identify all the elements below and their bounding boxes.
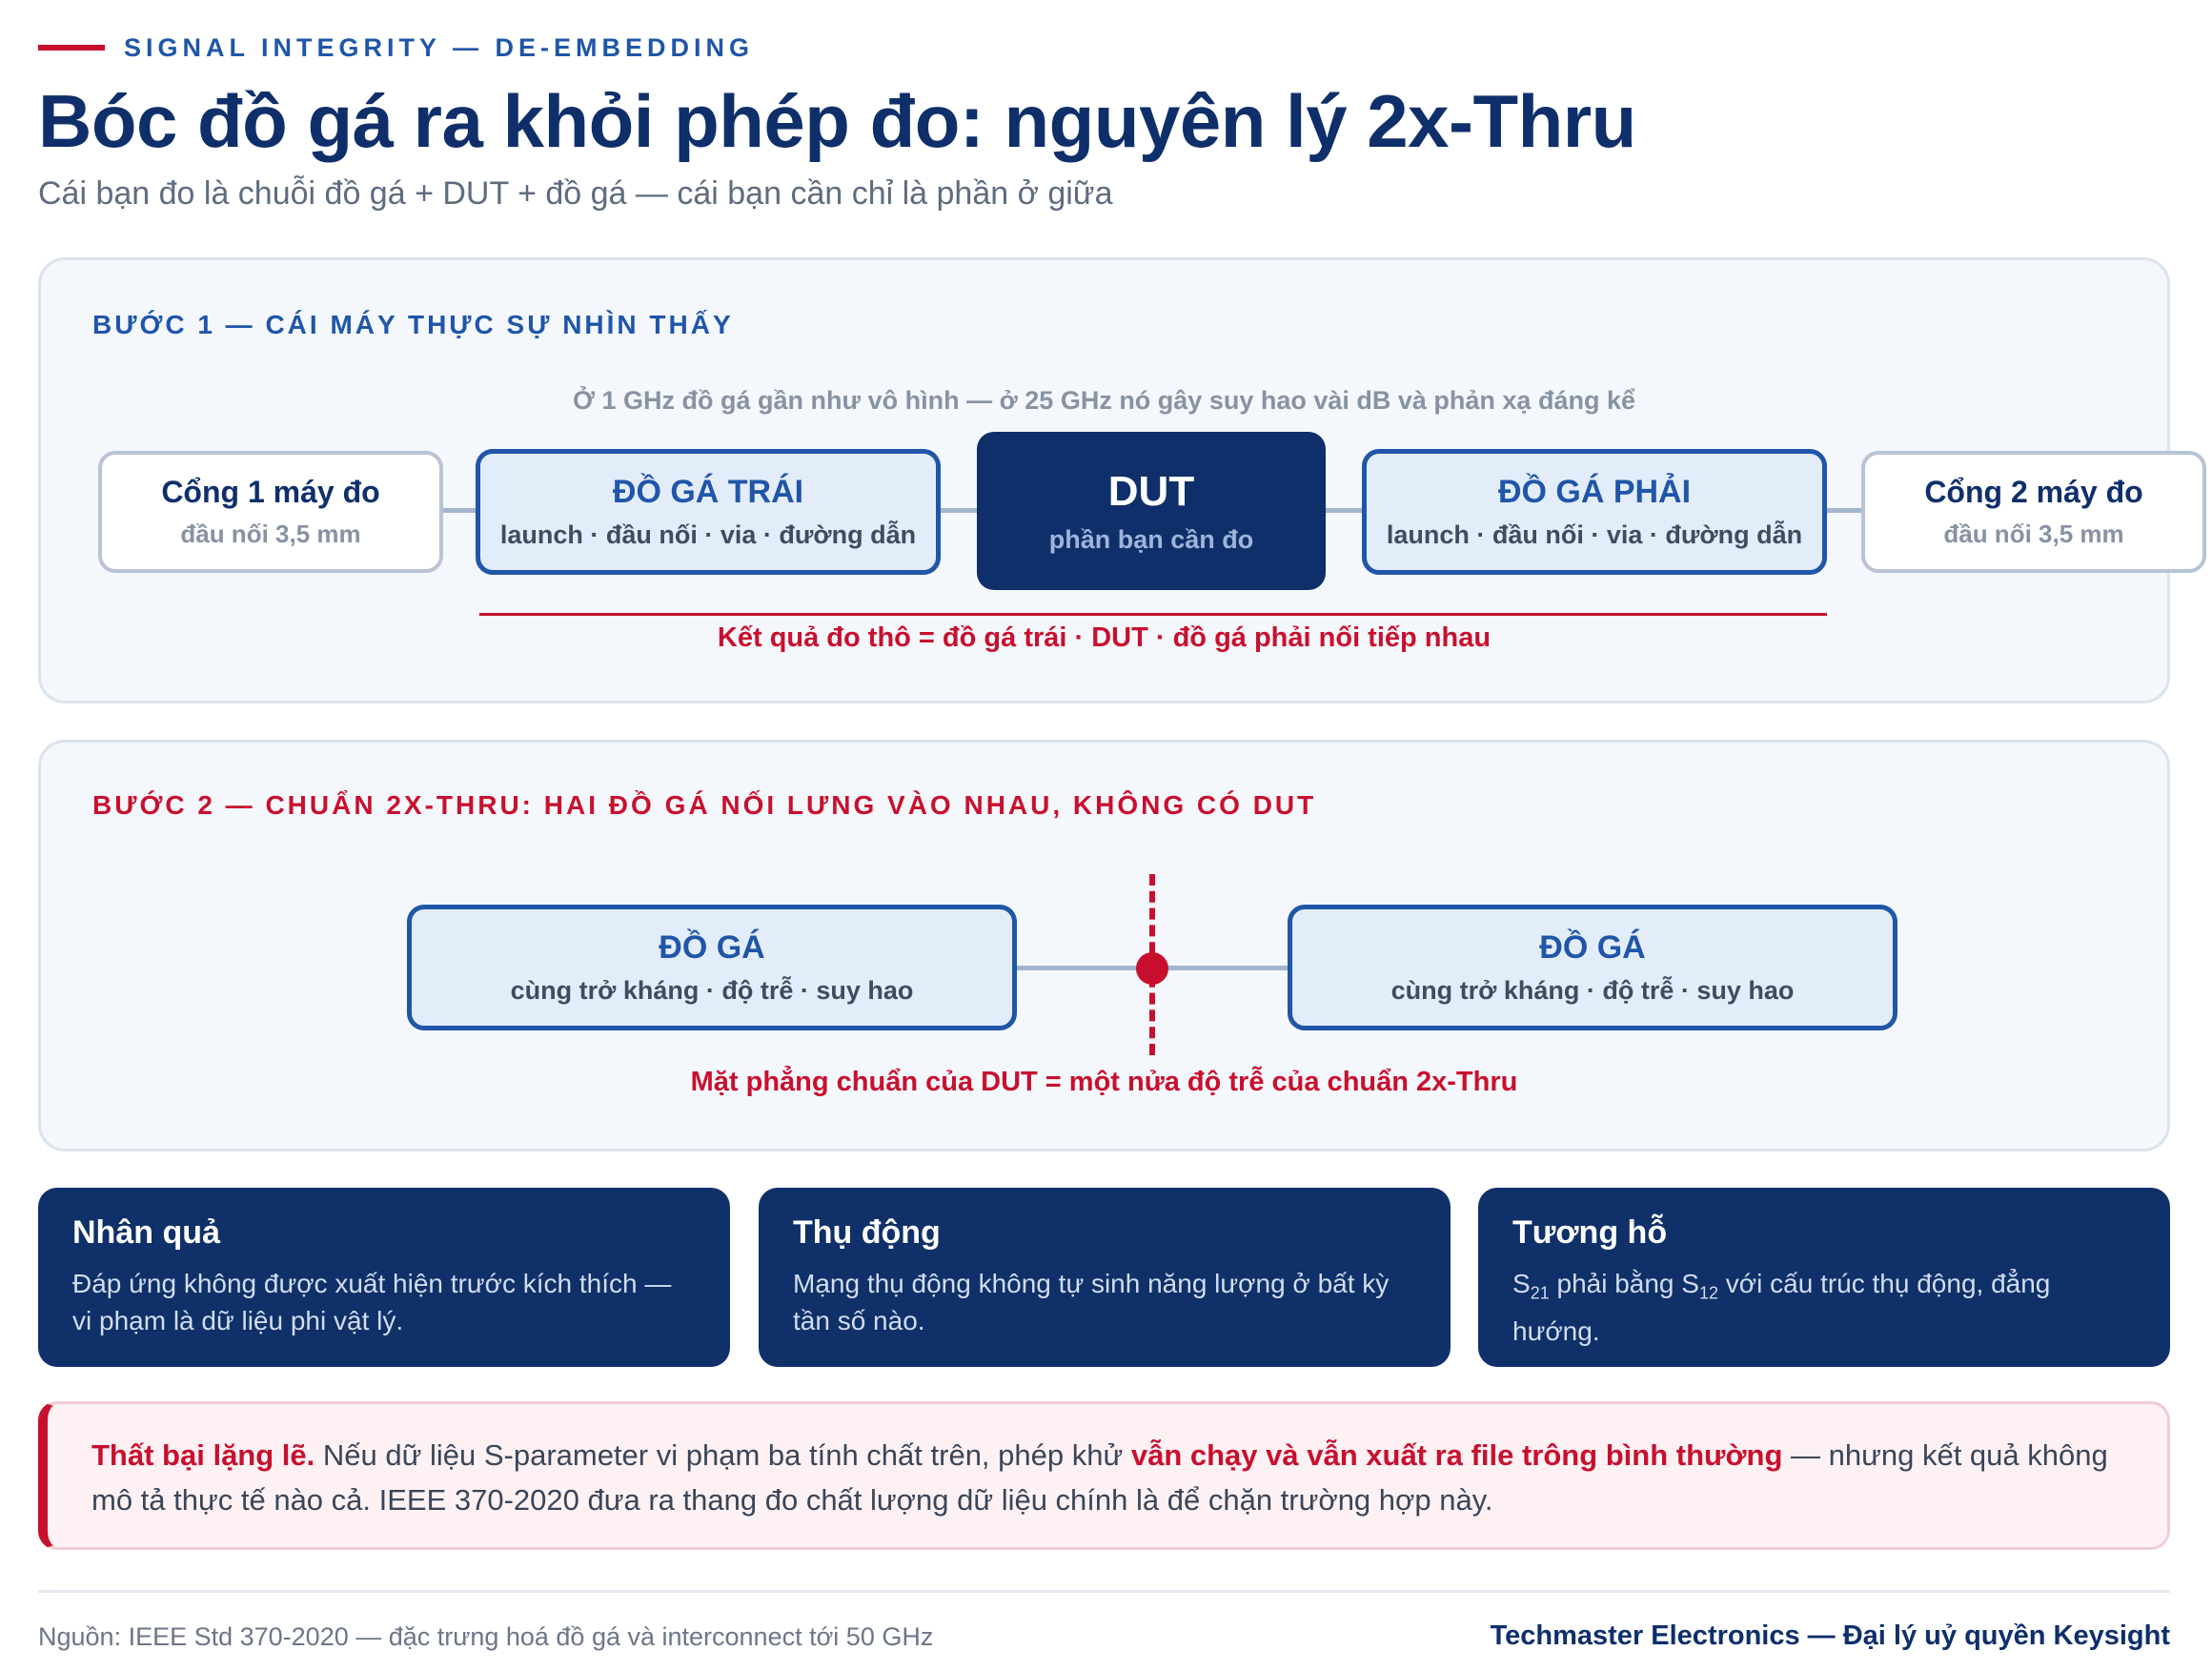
card-reciprocity: [1478, 1188, 2170, 1367]
step2-result: Mặt phẳng chuẩn của DUT = một nửa độ trễ của chuẩn 2x-Thru: [690, 1067, 1518, 1097]
port1-sub: đầu nối 3,5 mm: [180, 520, 361, 548]
step2-label: BƯỚC 2 — CHUẨN 2X-THRU: HAI ĐỒ GÁ NỐI LƯNG VÀO NHAU, KHÔNG CÓ DUT: [92, 790, 1317, 820]
footer-brand: Techmaster Electronics — Đại lý uỷ quyền Keysight: [1490, 1620, 2170, 1651]
s-symbol: S: [1512, 1269, 1531, 1298]
reciprocity-mid: phải bằng S: [1549, 1269, 1699, 1298]
left-fixture-box: [476, 449, 941, 575]
card-passivity: [759, 1188, 1451, 1367]
measurement-span-line: [479, 613, 1827, 616]
silent-failure-warning: [38, 1401, 2170, 1550]
card-causality-desc: Đáp ứng không được xuất hiện trước kích thích — vi phạm là dữ liệu phi vật lý.: [72, 1269, 672, 1335]
2xthru-right-fixture-title: ĐỒ GÁ: [1539, 929, 1646, 966]
subscript-12: 12: [1698, 1283, 1718, 1303]
dut-sub: phần bạn cần đo: [1048, 524, 1254, 554]
card-passivity-title: Thụ động: [793, 1214, 941, 1251]
2xthru-right-fixture-box: [1288, 905, 1897, 1030]
warning-lead: Thất bại lặng lẽ.: [91, 1438, 315, 1472]
dut-title: DUT: [1107, 467, 1195, 515]
right-fixture-title: ĐỒ GÁ PHẢI: [1497, 474, 1692, 510]
footer-divider: [38, 1590, 2170, 1593]
port2-box: [1861, 451, 2206, 573]
eyebrow: [38, 29, 754, 67]
reciprocity-end: với cấu trúc thụ động, đẳng hướng.: [1512, 1269, 2051, 1346]
warning-text2: — nhưng kết quả không mô tả thực tế nào cả. IEEE 370-2020 đưa ra thang đo chất lượng dữ liệu chính là để chặn trường hợp này.: [91, 1438, 2108, 1517]
page-subtitle: Cái bạn đo là chuỗi đồ gá + DUT + đồ gá — cái bạn cần chỉ là phần ở giữa: [38, 175, 1113, 212]
warning-text: [91, 1433, 2123, 1522]
port2-title: Cổng 2 máy đo: [1924, 475, 2143, 509]
eyebrow-accent-bar: [38, 45, 105, 51]
card-passivity-desc: Mạng thụ động không tự sinh năng lượng ở bất kỳ tần số nào.: [793, 1269, 1390, 1335]
port1-box: [98, 451, 443, 573]
eyebrow-text: SIGNAL INTEGRITY — DE-EMBEDDING: [124, 32, 755, 62]
page-title: Bóc đồ gá ra khỏi phép đo: nguyên lý 2x-Thru: [38, 79, 1636, 163]
warning-highlight: vẫn chạy và vẫn xuất ra file trông bình thường: [1130, 1438, 1783, 1472]
2xthru-left-fixture-title: ĐỒ GÁ: [659, 929, 765, 966]
port2-sub: đầu nối 3,5 mm: [1943, 520, 2124, 548]
2xthru-right-fixture-sub: cùng trở kháng · độ trễ · suy hao: [1390, 976, 1795, 1005]
port1-title: Cổng 1 máy đo: [161, 475, 380, 509]
right-fixture-box: [1362, 449, 1827, 575]
step1-note: Ở 1 GHz đồ gá gần như vô hình — ở 25 GHz nó gây suy hao vài dB và phản xạ đáng kể: [573, 386, 1635, 415]
card-reciprocity-title: Tương hỗ: [1512, 1214, 1668, 1251]
2xthru-left-fixture-sub: cùng trở kháng · độ trễ · suy hao: [510, 976, 914, 1005]
2xthru-left-fixture-box: [407, 905, 1017, 1030]
left-fixture-title: ĐỒ GÁ TRÁI: [612, 474, 804, 510]
card-causality-title: Nhân quả: [72, 1214, 220, 1251]
left-fixture-sub: launch · đầu nối · via · đường dẫn: [499, 520, 917, 549]
step1-label: BƯỚC 1 — CÁI MÁY THỰC SỰ NHÌN THẤY: [92, 310, 734, 339]
step2-panel: [38, 740, 2170, 1151]
reference-plane-dot: [1136, 952, 1168, 985]
dut-box: [977, 432, 1326, 590]
step1-result: Kết quả đo thô = đồ gá trái · DUT · đồ gá phải nối tiếp nhau: [717, 622, 1492, 653]
card-causality: [38, 1188, 730, 1367]
step1-panel: [38, 257, 2170, 703]
footer-source: Nguồn: IEEE Std 370-2020 — đặc trưng hoá đồ gá và interconnect tới 50 GHz: [38, 1622, 934, 1651]
card-reciprocity-desc: [1512, 1265, 2136, 1350]
subscript-21: 21: [1530, 1283, 1550, 1303]
right-fixture-sub: launch · đầu nối · via · đường dẫn: [1386, 520, 1803, 549]
warning-text1: Nếu dữ liệu S-parameter vi phạm ba tính chất trên, phép khử: [315, 1438, 1131, 1472]
